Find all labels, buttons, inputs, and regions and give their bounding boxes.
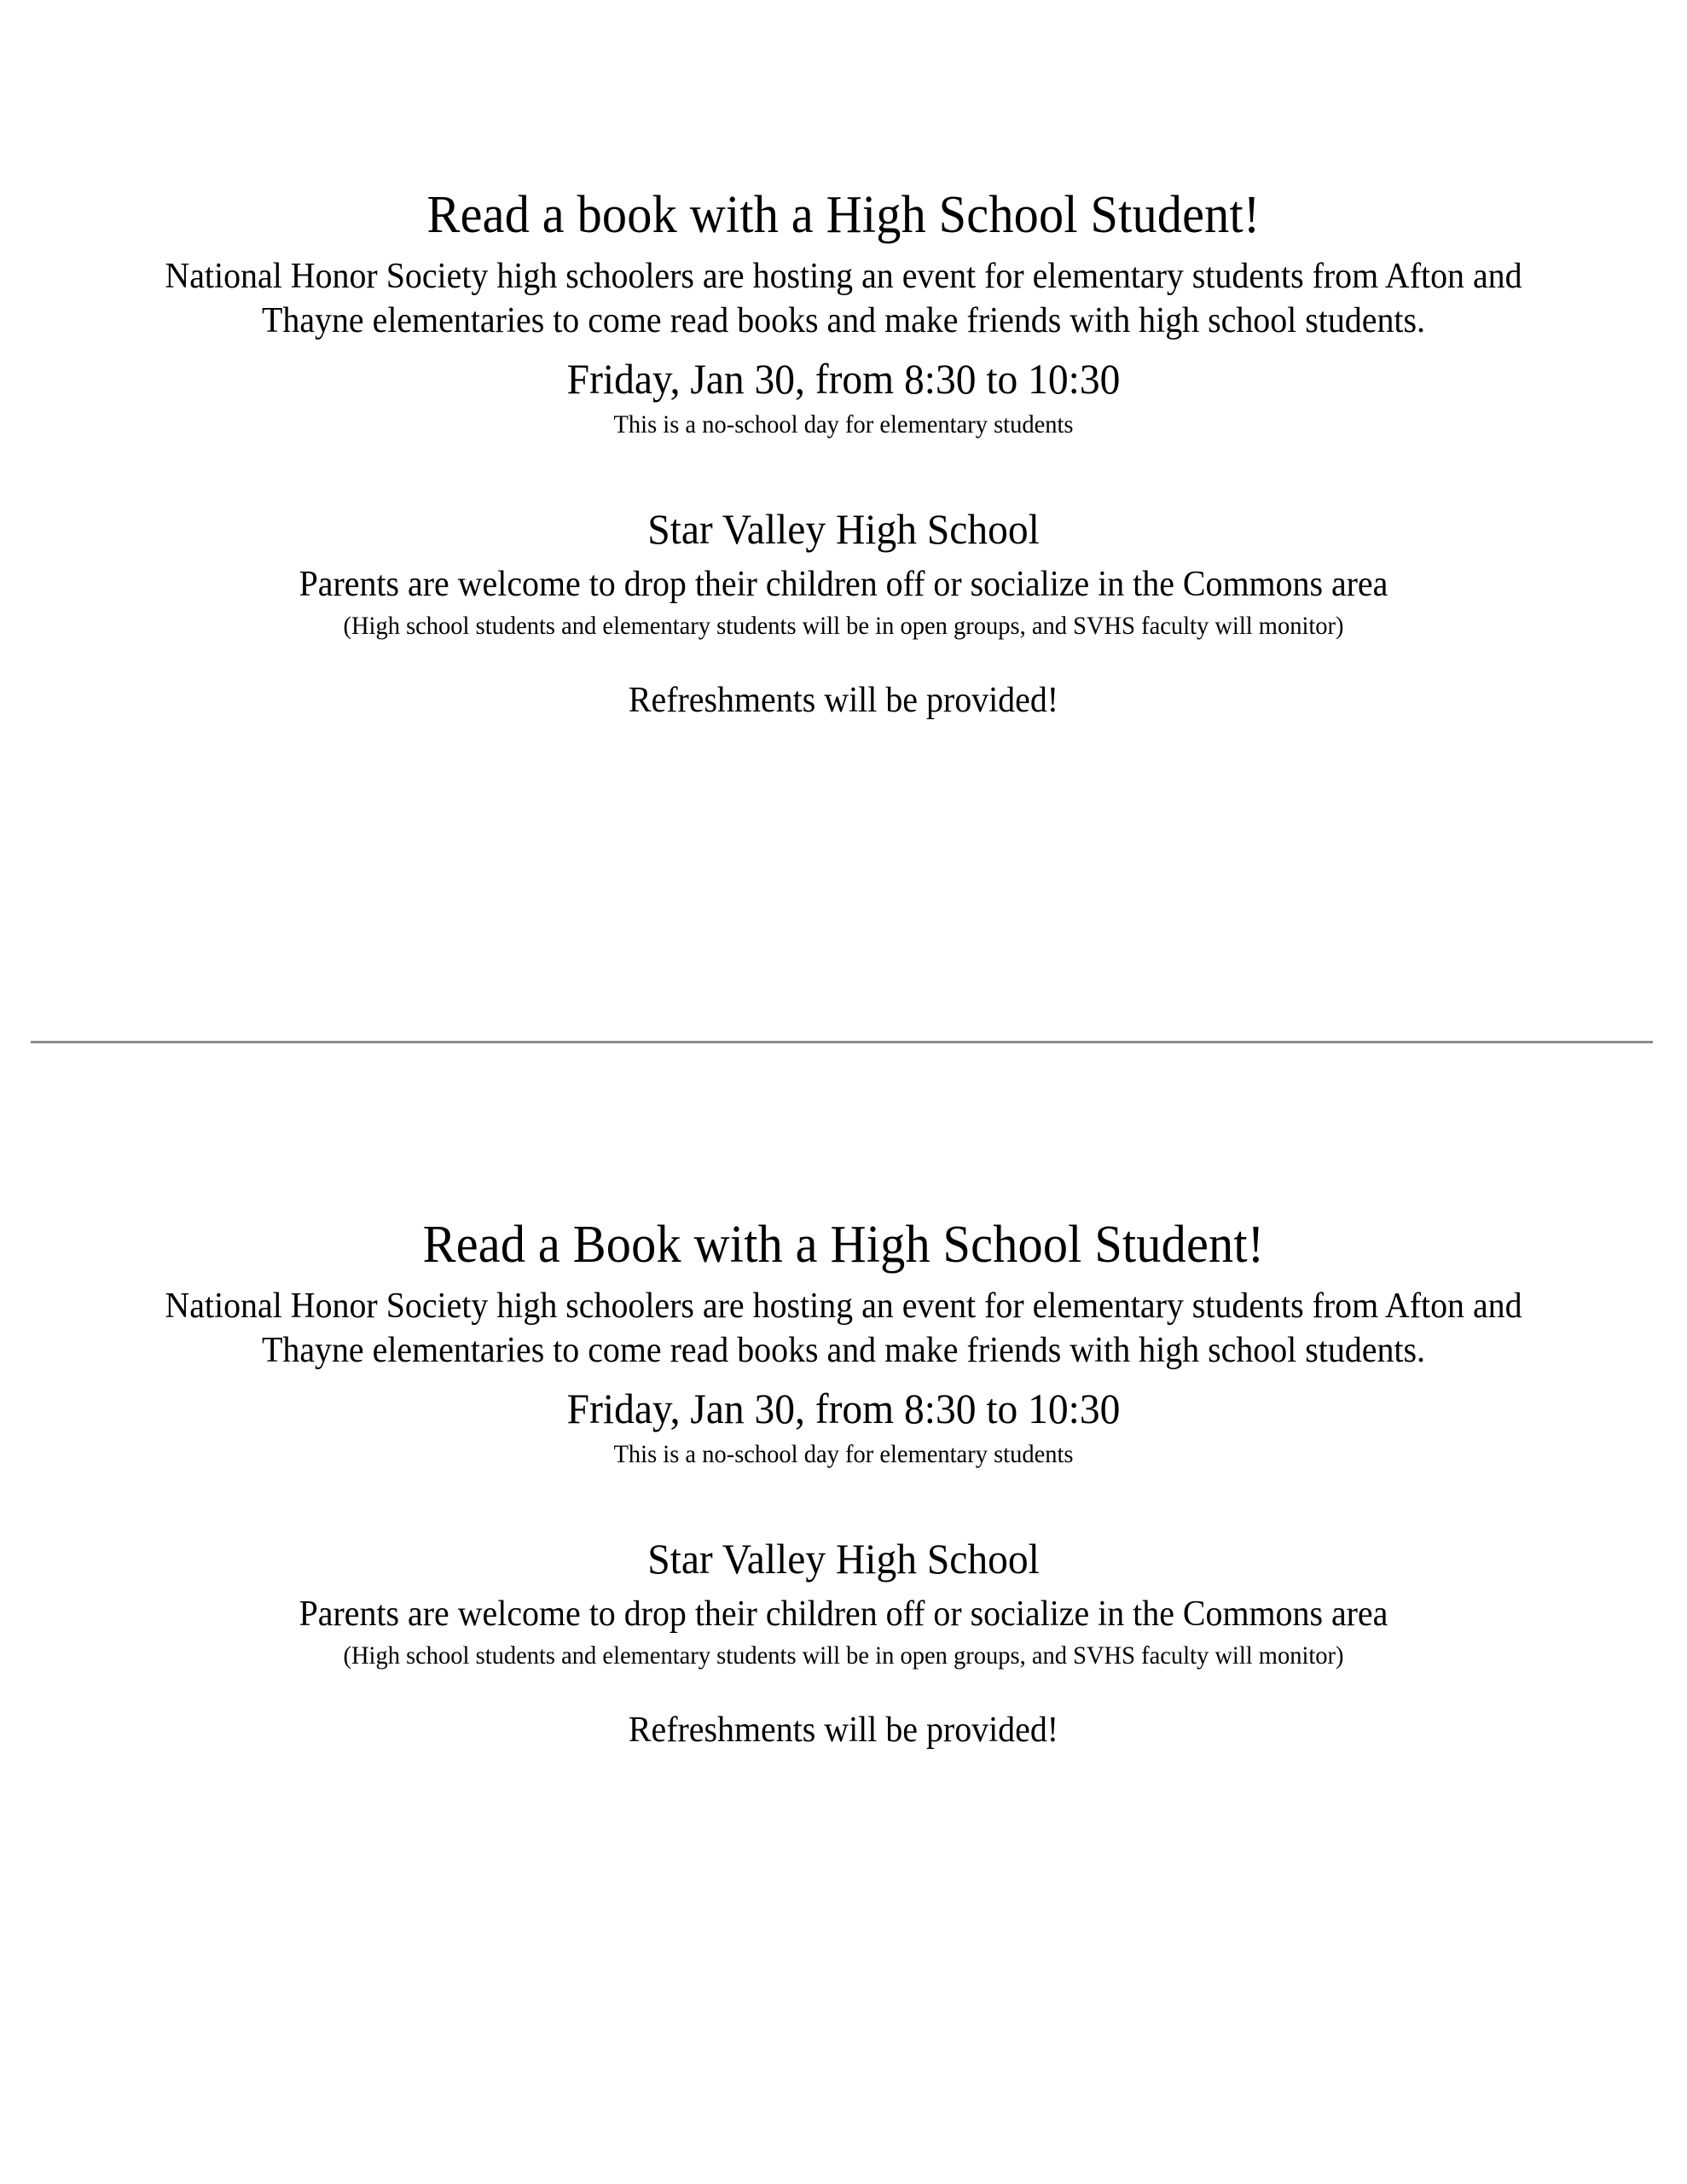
flyer-no-school-note: This is a no-school day for elementary students — [613, 1439, 1074, 1468]
flyer-headline: Read a book with a High School Student! — [426, 186, 1261, 244]
flyer-supervision-note: (High school students and elementary students will be in open groups, and SVHS faculty will monitor) — [343, 612, 1344, 641]
flyer-no-school-note: This is a no-school day for elementary students — [613, 410, 1074, 439]
flyer-datetime: Friday, Jan 30, from 8:30 to 10:30 — [566, 1384, 1121, 1432]
flyer-copy-top — [0, 186, 1687, 723]
vertical-spacer — [50, 440, 1637, 503]
flyer-supervision-note: (High school students and elementary students will be in open groups, and SVHS faculty will monitor) — [343, 1641, 1344, 1670]
section-divider — [31, 1041, 1653, 1043]
flyer-headline: Read a Book with a High School Student! — [422, 1216, 1265, 1274]
flyer-school-name: Star Valley High School — [647, 504, 1040, 553]
vertical-spacer — [50, 642, 1637, 679]
flyer-parents-line: Parents are welcome to drop their children off or socialize in the Commons area — [299, 1594, 1388, 1634]
flyer-refreshments: Refreshments will be provided! — [628, 681, 1059, 721]
vertical-spacer — [50, 1671, 1637, 1709]
flyer-school-name: Star Valley High School — [647, 1534, 1040, 1583]
vertical-spacer — [50, 1470, 1637, 1533]
flyer-datetime: Friday, Jan 30, from 8:30 to 10:30 — [566, 354, 1121, 403]
flyer-copy-bottom — [0, 1216, 1687, 1752]
flyer-description: National Honor Society high schoolers are hosting an event for elementary students from Afton and Thayne elementaries to come read books and make friends with high school students. — [165, 257, 1522, 340]
flyer-parents-line: Parents are welcome to drop their children off or socialize in the Commons area — [299, 564, 1388, 604]
flyer-description: National Honor Society high schoolers are hosting an event for elementary students from Afton and Thayne elementaries to come read books and make friends with high school students. — [165, 1287, 1522, 1370]
flyer-refreshments: Refreshments will be provided! — [628, 1711, 1059, 1751]
